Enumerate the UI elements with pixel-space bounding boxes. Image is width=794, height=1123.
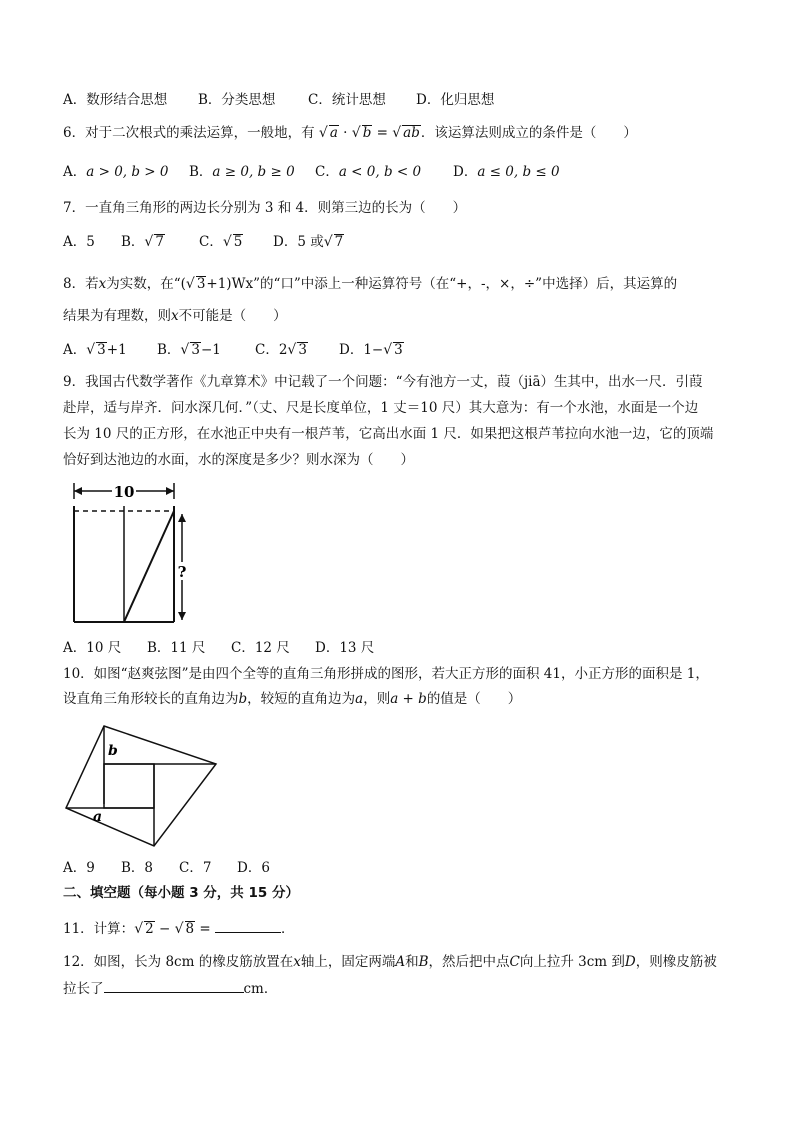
q6-option-c[interactable]: C．a < 0, b < 0 <box>315 164 422 180</box>
q5-option-a[interactable]: A．数形结合思想 <box>63 92 168 108</box>
inner-square <box>104 764 154 808</box>
q5-options <box>63 90 494 110</box>
q9-pool-figure <box>60 478 200 628</box>
q9-option-a[interactable]: A．10 尺 <box>63 640 122 656</box>
q8-option-d[interactable]: D．1−√ 3 <box>339 342 403 358</box>
q7-stem: 7．一直角三角形的两边长分别为 3 和 4．则第三边的长为（ ） <box>63 200 467 216</box>
q8-option-a[interactable]: A．√ 3+1 <box>63 342 127 358</box>
reed-slanted <box>124 511 174 622</box>
q8-stem-line2: 结果为有理数，则x不可能是（ ） <box>63 308 287 324</box>
q7-option-a[interactable]: A．5 <box>63 234 95 250</box>
q6-option-b[interactable]: B．a ≥ 0, b ≥ 0 <box>189 164 295 180</box>
q6-sqrt-ab: ab <box>403 125 420 141</box>
width-label: 10 <box>113 483 135 501</box>
q6-stem: 6．对于二次根式的乘法运算，一般地，有 √ a · √ b = √ ab．该运算法则成立的条件是（ ） <box>63 125 637 141</box>
q12-line1: 12．如图，长为 8cm 的橡皮筋放置在x轴上，固定两端A和B，然后把中点C向上拉升 3cm 到D，则橡皮筋被 <box>63 954 717 970</box>
q7-option-b[interactable]: B．√ 7 <box>121 234 164 250</box>
q11-answer-blank[interactable] <box>215 918 281 933</box>
q9-option-c[interactable]: C．12 尺 <box>231 640 290 656</box>
section2-heading: 二、填空题（每小题 3 分，共 15 分） <box>63 885 299 901</box>
left-arrowhead <box>74 487 82 495</box>
q6-option-d[interactable]: D．a ≤ 0, b ≤ 0 <box>453 164 560 180</box>
right-arrowhead <box>166 487 174 495</box>
q12-line2: 拉长了 cm． <box>63 978 277 999</box>
q6-sqrt-b: b <box>362 125 372 141</box>
q7-options <box>63 232 344 252</box>
q10-option-a[interactable]: A．9 <box>63 860 95 876</box>
q9-option-b[interactable]: B．11 尺 <box>147 640 206 656</box>
q5-option-d[interactable]: D．化归思想 <box>416 92 495 108</box>
q5-option-b[interactable]: B．分类思想 <box>198 92 276 108</box>
q9-option-d[interactable]: D．13 尺 <box>315 640 375 656</box>
q8-options <box>63 340 404 360</box>
q11-stem: 11．计算：√ 2 − √ 8 = ． <box>63 918 295 939</box>
q9-line3: 长为 10 尺的正方形，在水池正中央有一根芦苇，它高出水面 1 尺．如果把这根芦苇拉向水池一边，它的顶端 <box>63 426 714 442</box>
q12-answer-blank[interactable] <box>104 978 244 993</box>
q7-option-c[interactable]: C．√ 5 <box>199 234 243 250</box>
q10-option-c[interactable]: C．7 <box>179 860 212 876</box>
q8-option-b[interactable]: B．√ 3−1 <box>157 342 221 358</box>
q10-line1: 10．如图“赵爽弦图”是由四个全等的直角三角形拼成的图形，若大正方形的面积 41，小正方形的面积是 1， <box>63 666 709 682</box>
q8-option-c[interactable]: C．2√ 3 <box>255 342 307 358</box>
q8-stem: 8．若x为实数，在“(√ 3+1)Wx”的“口”中添上一种运算符号（在“+，-，×，÷”中选择）后，其运算的 <box>63 276 678 292</box>
q10-option-d[interactable]: D．6 <box>237 860 270 876</box>
q10-zhao-shuang-figure <box>60 722 225 852</box>
q9-line2: 赴岸，适与岸齐．问水深几何．”（丈、尺是长度单位，1 丈＝10 尺）其大意为：有一个水池，水面是一个边 <box>63 400 699 416</box>
q5-option-c[interactable]: C．统计思想 <box>308 92 386 108</box>
q6-sqrt-a: a <box>329 125 338 141</box>
q6-options <box>63 162 560 182</box>
q7-option-d[interactable]: D．5 或√ 7 <box>273 234 344 250</box>
q10-options <box>63 858 270 878</box>
q10-line2: 设直角三角形较长的直角边为b，较短的直角边为a，则a + b的值是（ ） <box>63 691 522 707</box>
q10-option-b[interactable]: B．8 <box>121 860 154 876</box>
q9-options <box>63 638 374 658</box>
q9-line4: 恰好到达池边的水面，水的深度是多少？则水深为（ ） <box>63 452 414 468</box>
figure-label-b: b <box>108 743 118 759</box>
q9-line1: 9．我国古代数学著作《九章算术》中记载了一个问题：“今有池方一丈，葭（jiā）生其中，出水一尺．引葭 <box>63 374 703 390</box>
q6-option-a[interactable]: A．a > 0, b > 0 <box>63 164 169 180</box>
outer-square <box>66 726 216 846</box>
depth-question-label: ? <box>177 563 187 581</box>
figure-label-a: a <box>93 809 103 825</box>
